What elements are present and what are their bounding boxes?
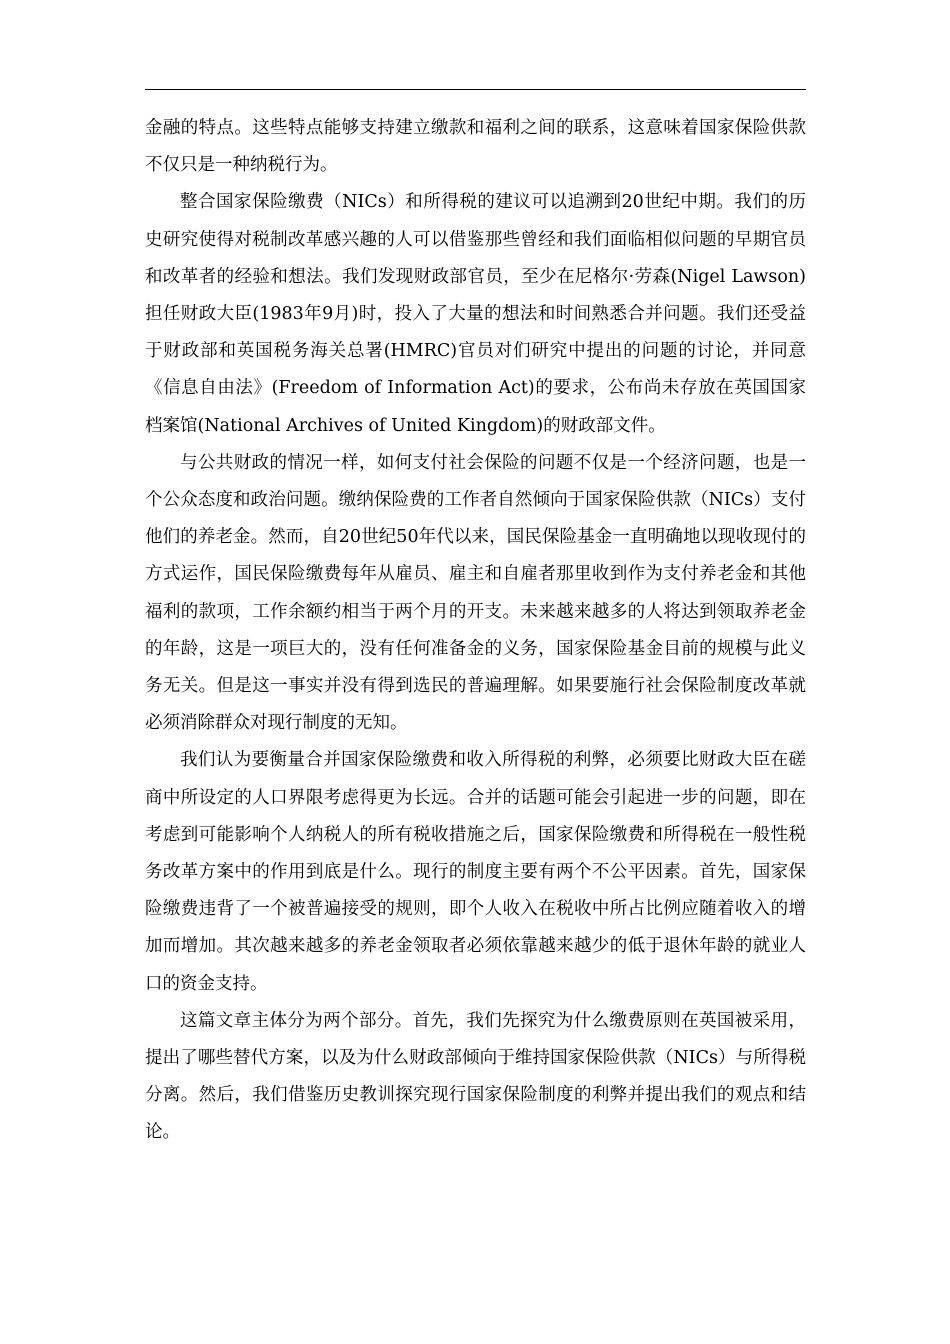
paragraph: 我们认为要衡量合并国家保险缴费和收入所得税的利弊，必须要比财政大臣在磋商中所设定的人口界限考虑得更为长远。合并的话题可能会引起进一步的问题，即在考虑到可能影响个人纳税人的所有税收措施之后，国家保险缴费和所得税在一般性税务改革方案中的作用到底是什么。现行的制度主要有两个不公平因素。首先，国家保险缴费违背了一个被普遍接受的规则，即个人收入在税收中所占比例应随着收入的增加而增加。其次越来越多的养老金领取者必须依靠越来越少的低于退休年龄的就业人口的资金支持。: [145, 750, 806, 994]
paragraph: 这篇文章主体分为两个部分。首先，我们先探究为什么缴费原则在英国被采用，提出了哪些替代方案，以及为什么财政部倾向于维持国家保险供款（NICs）与所得税分离。然后，我们借鉴历史教训探究现行国家保险制度的利弊并提出我们的观点和结论。: [145, 1010, 806, 1143]
paragraph: 整合国家保险缴费（NICs）和所得税的建议可以追溯到20世纪中期。我们的历史研究使得对税制改革感兴趣的人可以借鉴那些曾经和我们面临相似问题的早期官员和改革者的经验和想法。我们发现财政部官员，至少在尼格尔·劳森(Nigel Lawson)担任财政大臣(1983年9月)时，投入了大量的想法和时间熟悉合并问题。我们还受益于财政部和英国税务海关总署(HMRC)官员对们研究中提出的问题的讨论，并同意《信息自由法》(Freedom of Information Act)的要求，公布尚未存放在英国国家档案馆(National Archives of United Kingdom)的财政部文件。: [145, 192, 806, 436]
header-rule: [145, 89, 806, 90]
body-text: [145, 110, 806, 1152]
paragraph: 金融的特点。这些特点能够支持建立缴款和福利之间的联系，这意味着国家保险供款不仅只是一种纳税行为。: [145, 118, 806, 176]
paragraph: 与公共财政的情况一样，如何支付社会保险的问题不仅是一个经济问题，也是一个公众态度和政治问题。缴纳保险费的工作者自然倾向于国家保险供款（NICs）支付他们的养老金。然而，自20世纪50年代以来，国民保险基金一直明确地以现收现付的方式运作，国民保险缴费每年从雇员、雇主和自雇者那里收到作为支付养老金和其他福利的款项，工作余额约相当于两个月的开支。未来越来越多的人将达到领取养老金的年龄，这是一项巨大的，没有任何准备金的义务，国家保险基金目前的规模与此义务无关。但是这一事实并没有得到选民的普遍理解。如果要施行社会保险制度改革就必须消除群众对现行制度的无知。: [145, 452, 806, 734]
